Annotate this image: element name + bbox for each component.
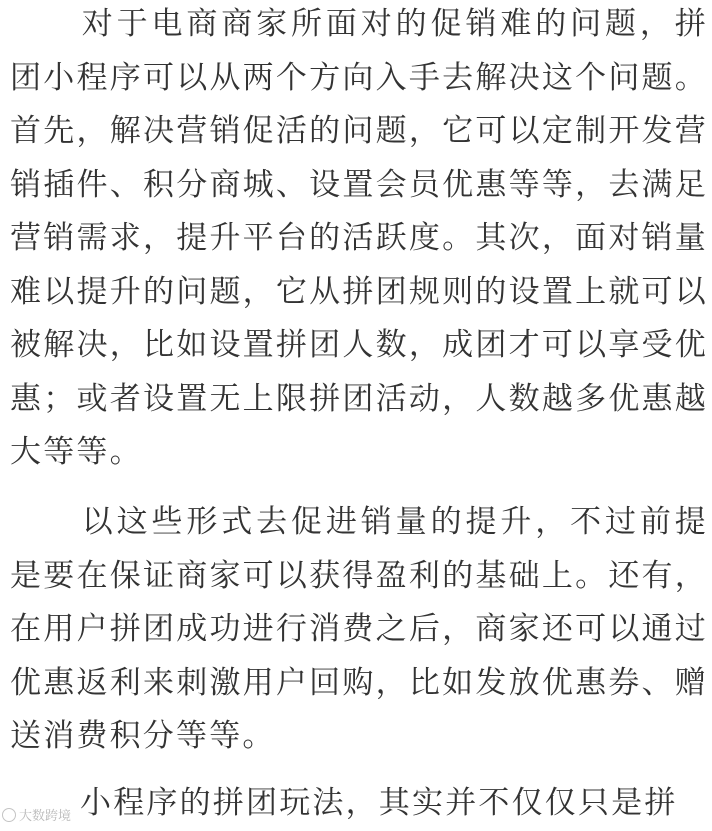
watermark [2,805,71,824]
paragraph-3-text: 小程序的拼团玩法，其实并不仅仅只是拼 [80,785,678,821]
watermark-text: 大数跨境 [19,809,72,824]
paragraph-1-text: 对于电商商家所面对的促销难的问题，拼团小程序可以从两个方向入手去解决这个问题。首先，解决营销促活的问题，它可以定制开发营销插件、积分商城、设置会员优惠等等，去满足营销需求，提升平台的活跃度。其次，面对销量难以提升的问题，它从拼团规则的设置上就可以被解决，比如设置拼团人数，成团才可以享受优惠；或者设置无上限拼团活动，人数越多优惠越大等等。 [10,6,708,470]
paragraph-2 [0,496,712,764]
watermark-logo-icon [2,808,16,822]
paragraph-3 [0,777,712,831]
paragraph-2-text: 以这些形式去促进销量的提升，不过前提是要在保证商家可以获得盈利的基础上。还有，在用户拼团成功进行消费之后，商家还可以通过优惠返利来刺激用户回购，比如发放优惠券、赠送消费积分等等。 [10,504,708,754]
